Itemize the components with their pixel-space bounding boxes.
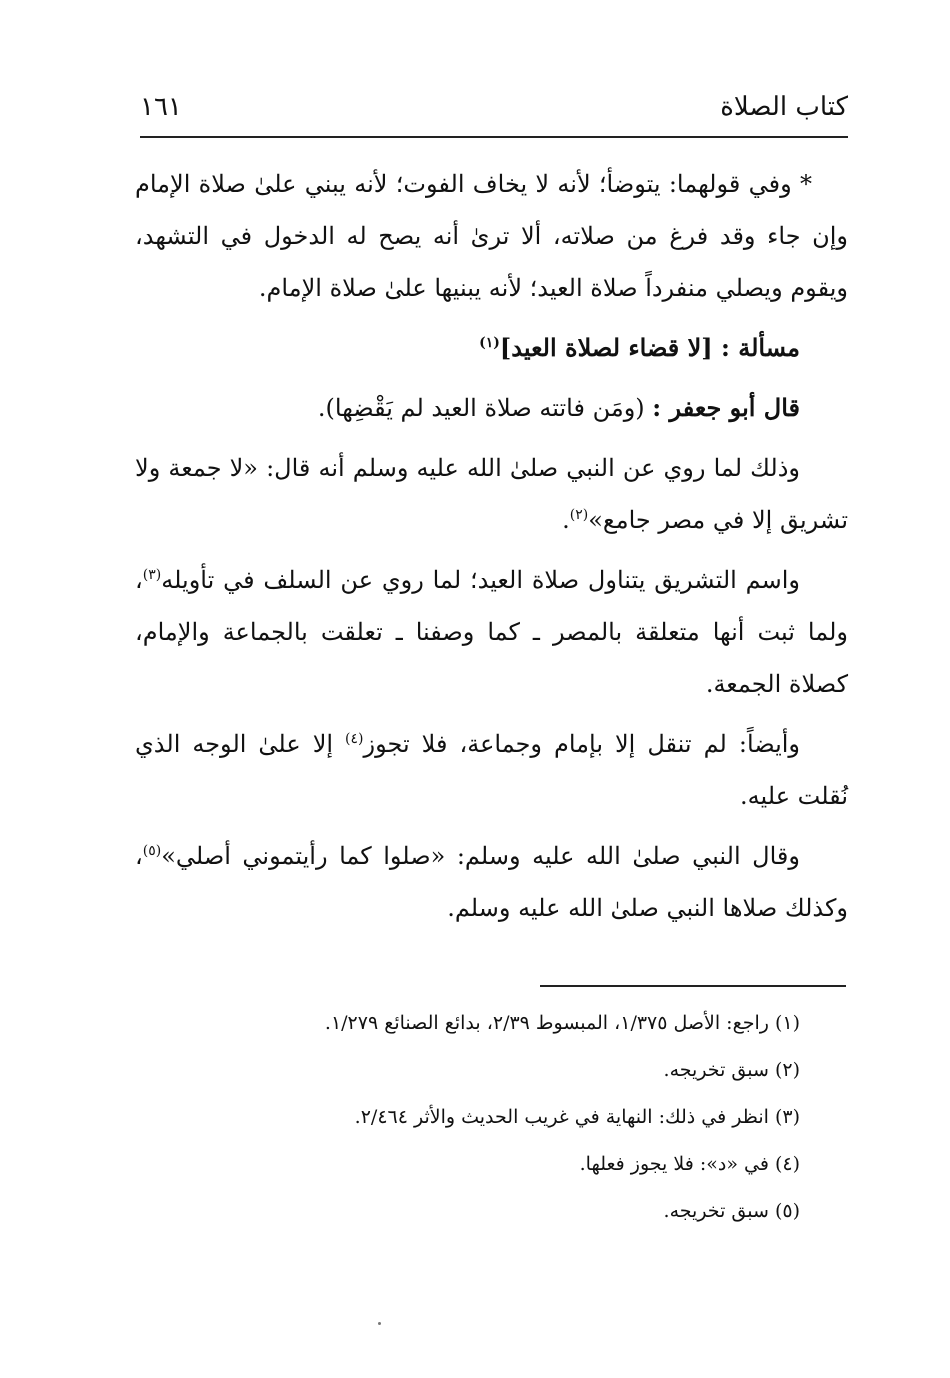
footnote: (٤) في «د»: فلا يجوز فعلها. — [579, 1153, 800, 1175]
paragraph-text: ، ولما ثبت أنها متعلقة بالمصر ـ كما وصفنا ـ تعلقت بالجماعة والإمام، كصلاة الجمعة. — [135, 566, 848, 698]
footnote: (٥) سبق تخريجه. — [663, 1200, 800, 1222]
footnote-ref[interactable]: (٢) — [569, 507, 589, 523]
footnotes — [140, 1000, 800, 1235]
scan-speck — [378, 1322, 381, 1325]
footnote: (٣) انظر في ذلك: النهاية في غريب الحديث والأثر ٢/٤٦٤. — [354, 1106, 800, 1128]
author-statement — [135, 382, 848, 434]
paragraph — [135, 554, 848, 710]
paragraph — [135, 830, 848, 934]
running-title: كتاب الصلاة — [720, 92, 848, 122]
paragraph — [135, 718, 848, 822]
page-number: ١٦١ — [140, 92, 182, 122]
footnote: (١) راجع: الأصل ١/٣٧٥، المبسوط ٢/٣٩، بدائع الصنائع ١/٢٧٩. — [324, 1012, 800, 1034]
footnote-ref[interactable]: (٤) — [345, 731, 364, 747]
page-header — [140, 92, 848, 132]
paragraph-text: ، وكذلك صلاها النبي صلىٰ الله عليه وسلم. — [135, 842, 848, 922]
footnote-separator — [540, 985, 846, 987]
paragraph — [135, 158, 848, 314]
issue-heading — [135, 322, 848, 374]
paragraph-text: . — [562, 506, 570, 534]
issue-title: [لا قضاء لصلاة العيد] — [499, 333, 713, 362]
paragraph-text: * وفي قولهما: يتوضأ؛ لأنه لا يخاف الفوت؛ لأنه يبني علىٰ صلاة الإمام وإن جاء وقد فرغ من صلاته، ألا ترىٰ أنه يصح له الدخول في التشهد، ويقوم ويصلي منفرداً صلاة العيد؛ لأنه يبنيها علىٰ صلاة الإمام. — [135, 170, 848, 302]
paragraph-text: وذلك لما روي عن النبي صلىٰ الله عليه وسلم أنه قال: «لا جمعة ولا تشريق إلا في مصر جامع» — [135, 454, 848, 534]
footnote-ref[interactable]: (١) — [479, 335, 500, 351]
author-text: (ومَن فاتته صلاة العيد لم يَقْضِها). — [317, 394, 645, 422]
footnote-ref[interactable]: (٥) — [142, 843, 162, 859]
paragraph-text: واسم التشريق يتناول صلاة العيد؛ لما روي عن السلف في تأويله — [161, 566, 800, 594]
paragraph — [135, 442, 848, 546]
author-label: قال أبو جعفر : — [652, 393, 800, 422]
paragraph-text: وقال النبي صلىٰ الله عليه وسلم: «صلوا كما رأيتموني أصلي» — [161, 842, 800, 870]
footnote-ref[interactable]: (٣) — [142, 567, 162, 583]
issue-label: مسألة : — [721, 333, 800, 362]
footnote: (٢) سبق تخريجه. — [663, 1059, 800, 1081]
paragraph-text: وأيضاً: لم تنقل إلا بإمام وجماعة، فلا تجوز — [363, 730, 801, 758]
header-rule — [140, 136, 848, 138]
paragraph-text: إلا علىٰ الوجه الذي نُقلت عليه. — [135, 730, 848, 810]
body-text — [135, 158, 848, 942]
